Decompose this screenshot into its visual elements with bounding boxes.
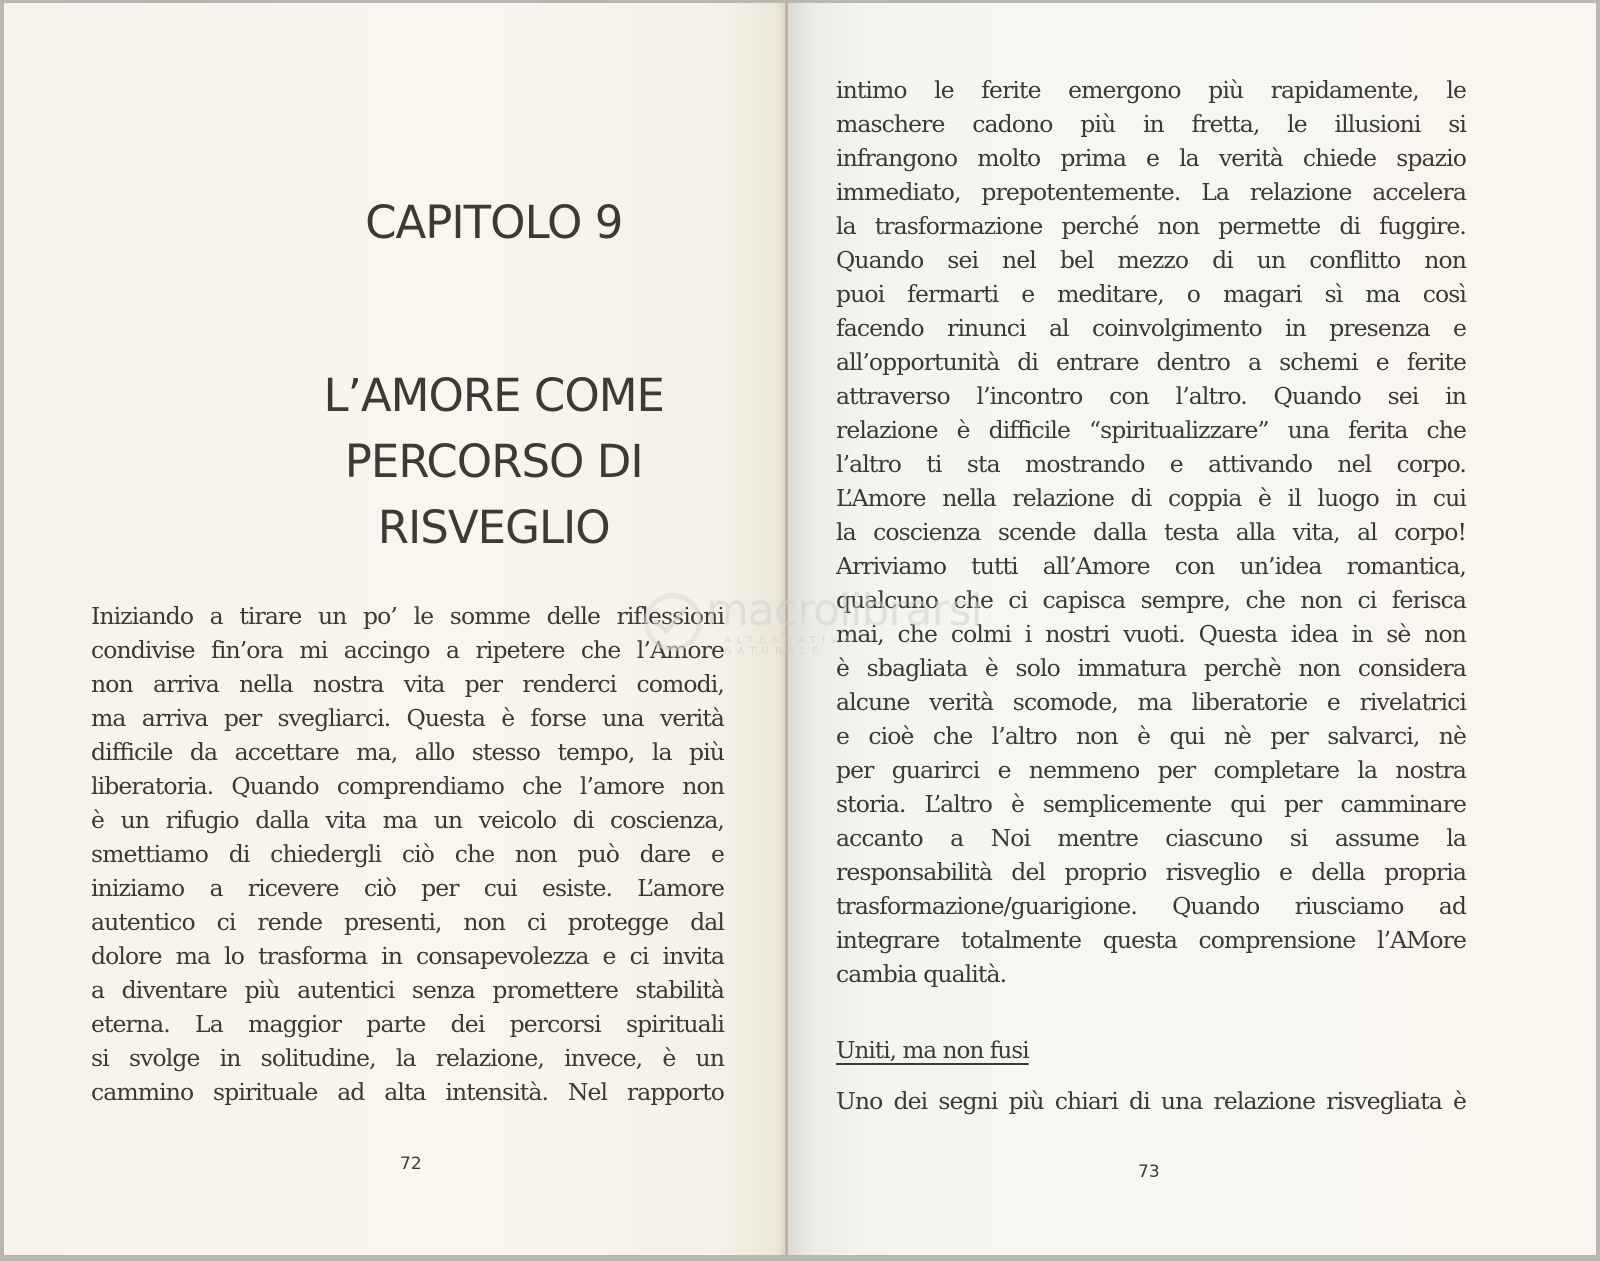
text-line: cammino spirituale ad alta intensità. Nel rapporto xyxy=(91,1078,724,1106)
chapter-heading xyxy=(323,193,664,561)
text-line: autentico ci rende presenti, non ci protegge dal xyxy=(91,908,724,936)
section-subheading: Uniti, ma non fusi xyxy=(836,1038,1029,1064)
text-line: ma arriva per svegliarci. Questa è forse una verità xyxy=(91,704,724,732)
text-line: si svolge in solitudine, la relazione, invece, è un xyxy=(91,1044,724,1072)
text-line: mai, che colmi i nostri vuoti. Questa idea in sè non xyxy=(836,620,1466,648)
text-line: trasformazione/guarigione. Quando riusciamo ad xyxy=(836,892,1466,920)
right-page xyxy=(788,3,1596,1255)
text-line: e cioè che l’altro non è qui nè per salvarci, nè xyxy=(836,722,1466,750)
text-line: non arriva nella nostra vita per renderci comodi, xyxy=(91,670,724,698)
page-number-right: 73 xyxy=(1138,1162,1160,1182)
text-line: la trasformazione perché non permette di fuggire. xyxy=(836,212,1466,240)
text-line: facendo rinunci al coinvolgimento in presenza e xyxy=(836,314,1466,342)
chapter-title xyxy=(323,363,664,561)
chapter-title-line: L’AMORE COME xyxy=(323,369,664,422)
text-line: maschere cadono più in fretta, le illusioni si xyxy=(836,110,1466,138)
chapter-title-line: PERCORSO DI xyxy=(344,435,643,488)
text-line: è un rifugio dalla vita ma un veicolo di coscienza, xyxy=(91,806,724,834)
text-line: accanto a Noi mentre ciascuno si assume la xyxy=(836,824,1466,852)
text-line: eterna. La maggior parte dei percorsi spirituali xyxy=(91,1010,724,1038)
section-first-line-block xyxy=(836,1084,1466,1118)
text-line: intimo le ferite emergono più rapidamente, le xyxy=(836,76,1466,104)
text-line: iniziamo a ricevere ciò per cui esiste. L’amore xyxy=(91,874,724,902)
chapter-title-line: RISVEGLIO xyxy=(377,501,610,554)
right-body-text xyxy=(836,73,1466,991)
text-line: Arriviamo tutti all’Amore con un’idea romantica, xyxy=(836,552,1466,580)
text-line: l’altro ti sta mostrando e attivando nel corpo. xyxy=(836,450,1466,478)
text-line: Uno dei segni più chiari di una relazione risvegliata è xyxy=(836,1087,1466,1115)
text-line: relazione è difficile “spiritualizzare” una ferita che xyxy=(836,416,1466,444)
watermark-brand: macrolibrarsi xyxy=(706,585,982,636)
text-line: smettiamo di chiedergli ciò che non può dare e xyxy=(91,840,724,868)
text-line: alcune verità scomode, ma liberatorie e rivelatrici xyxy=(836,688,1466,716)
open-book xyxy=(4,3,1596,1255)
text-line: Quando sei nel bel mezzo di un conflitto non xyxy=(836,246,1466,274)
text-line: storia. L’altro è semplicemente qui per camminare xyxy=(836,790,1466,818)
text-line: L’Amore nella relazione di coppia è il luogo in cui xyxy=(836,484,1466,512)
page-number-left: 72 xyxy=(400,1154,422,1174)
chapter-number: CAPITOLO 9 xyxy=(365,196,623,249)
text-line: è sbagliata è solo immatura perchè non considera xyxy=(836,654,1466,682)
text-line: difficile da accettare ma, allo stesso tempo, la più xyxy=(91,738,724,766)
watermark-tagline: ALTERNATIVA NATURALE xyxy=(724,635,857,657)
text-line: per guarirci e nemmeno per completare la nostra xyxy=(836,756,1466,784)
text-line: immediato, prepotentemente. La relazione accelera xyxy=(836,178,1466,206)
text-line: infrangono molto prima e la verità chiede spazio xyxy=(836,144,1466,172)
left-page xyxy=(4,3,786,1255)
text-line: a diventare più autentici senza promettere stabilità xyxy=(91,976,724,1004)
text-line: attraverso l’incontro con l’altro. Quando sei in xyxy=(836,382,1466,410)
text-line: liberatoria. Quando comprendiamo che l’amore non xyxy=(91,772,724,800)
text-line: Iniziando a tirare un po’ le somme delle riflessioni xyxy=(91,602,724,630)
text-line: condivise fin’ora mi accingo a ripetere che l’Amore xyxy=(91,636,724,664)
text-line: responsabilità del proprio risveglio e della propria xyxy=(836,858,1466,886)
text-line: puoi fermarti e meditare, o magari sì ma così xyxy=(836,280,1466,308)
text-line: dolore ma lo trasforma in consapevolezza e ci invita xyxy=(91,942,724,970)
text-line: cambia qualità. xyxy=(836,960,1007,988)
text-line: integrare totalmente questa comprensione l’AMore xyxy=(836,926,1466,954)
text-line: qualcuno che ci capisca sempre, che non ci ferisca xyxy=(836,586,1466,614)
text-line: all’opportunità di entrare dentro a schemi e ferite xyxy=(836,348,1466,376)
left-body-text xyxy=(91,599,724,1109)
text-line: la coscienza scende dalla testa alla vita, al corpo! xyxy=(836,518,1466,546)
